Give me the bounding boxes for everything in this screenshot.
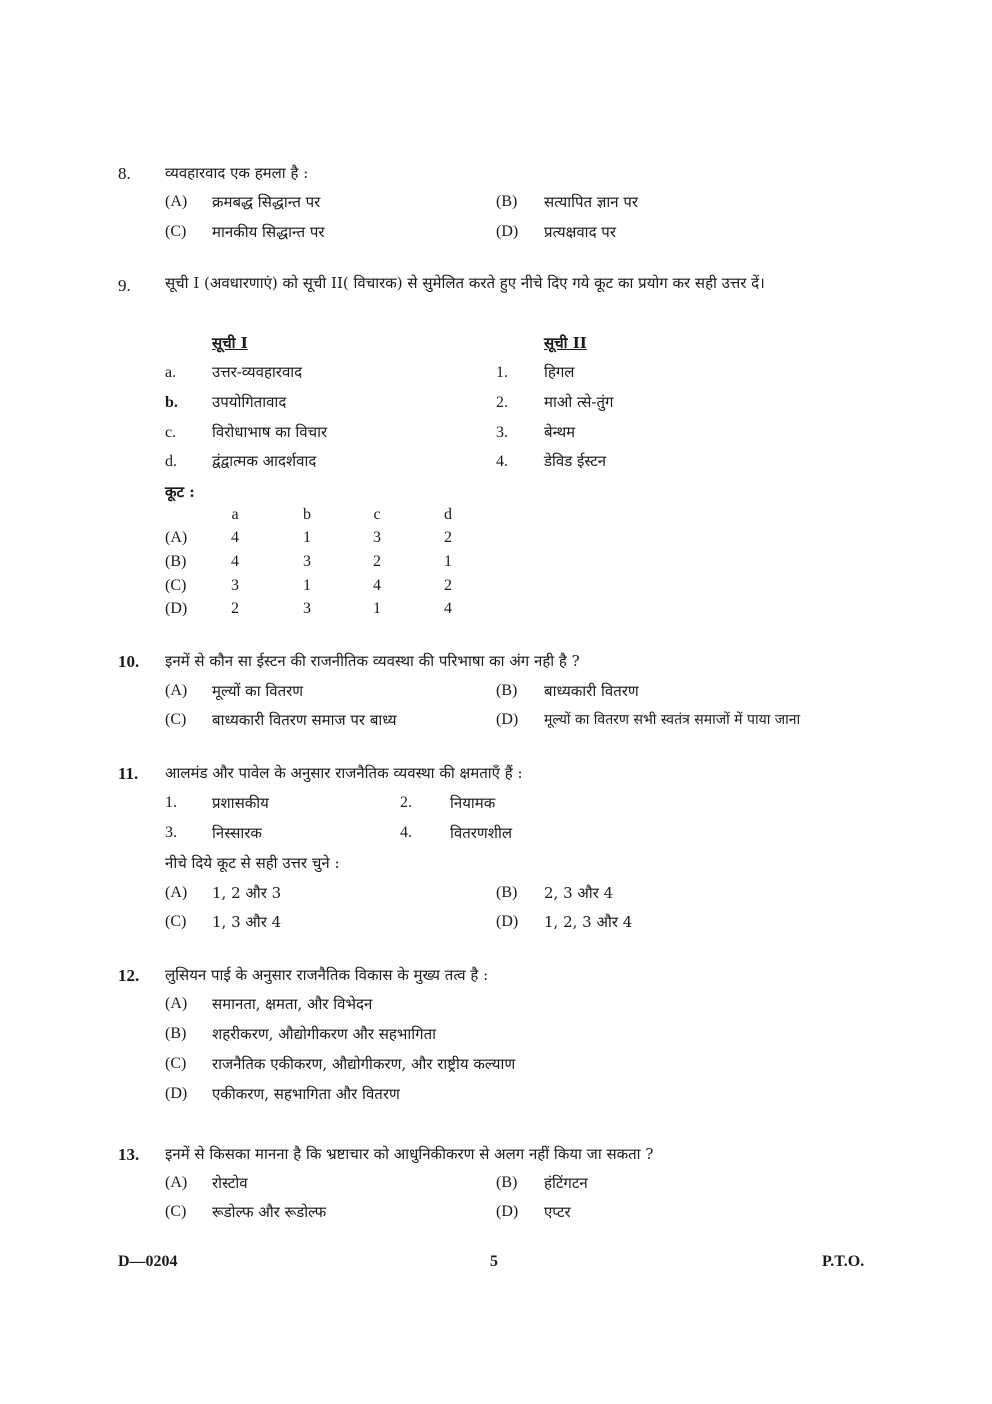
code-row-label: (C): [165, 577, 187, 594]
code-cell: 4: [444, 600, 452, 617]
question-number: 11.: [118, 764, 139, 783]
code-cell: 3: [373, 529, 381, 546]
question-number: 13.: [118, 1145, 140, 1164]
pto-label: P.T.O.: [822, 1253, 865, 1270]
page-number: 5: [490, 1253, 498, 1270]
question-number: 12.: [118, 966, 140, 985]
question-number: 9.: [118, 276, 131, 295]
code-cell: 4: [231, 529, 239, 546]
question-stem: सूची I (अवधारणाएं) को सूची II( विचारक) से सुमेलित करते हुए नीचे दिए गये कूट का प्रयोग कर सही उत्तर दें।: [165, 274, 765, 292]
code-col-header: c: [373, 506, 381, 523]
code-cell: 1: [373, 600, 381, 617]
code-cell: 1: [303, 529, 311, 546]
question-number: 10.: [118, 652, 140, 671]
code-col-header: d: [444, 506, 452, 523]
question-stem: आलमंड और पावेल के अनुसार राजनैतिक व्यवस्था की क्षमताएँ हैं :: [165, 764, 523, 782]
question-number: 8.: [118, 164, 131, 183]
paper-code: D—0204: [118, 1253, 178, 1270]
code-cell: 1: [303, 577, 311, 594]
code-cell: 4: [373, 577, 381, 594]
code-row-label: (B): [165, 553, 187, 570]
code-col-header: b: [303, 506, 311, 523]
code-cell: 2: [373, 553, 381, 570]
list-2-header: सूची II: [544, 334, 587, 352]
list-1-header: सूची I: [212, 334, 248, 352]
code-cell: 2: [444, 529, 452, 546]
code-cell: 2: [444, 577, 452, 594]
question-stem: व्यवहारवाद एक हमला है :: [165, 164, 309, 182]
instruction: नीचे दिये कूट से सही उत्तर चुने :: [165, 854, 340, 872]
code-cell: 1: [444, 553, 452, 570]
code-col-header: a: [231, 506, 239, 523]
code-cell: 3: [303, 553, 311, 570]
question-stem: इनमें से किसका मानना है कि भ्रष्टाचार को आधुनिकीकरण से अलग नहीं किया जा सकता ?: [165, 1145, 654, 1163]
code-cell: 2: [231, 600, 239, 617]
code-row-label: (A): [165, 529, 188, 546]
code-cell: 4: [231, 553, 239, 570]
code-label: कूट :: [165, 483, 195, 501]
code-cell: 3: [231, 577, 239, 594]
question-stem: लुसियन पाई के अनुसार राजनैतिक विकास के मुख्य तत्व है :: [165, 966, 489, 984]
question-stem: इनमें से कौन सा ईस्टन की राजनीतिक व्यवस्था की परिभाषा का अंग नही है ?: [165, 652, 580, 670]
code-row-label: (D): [165, 600, 188, 617]
code-cell: 3: [303, 600, 311, 617]
